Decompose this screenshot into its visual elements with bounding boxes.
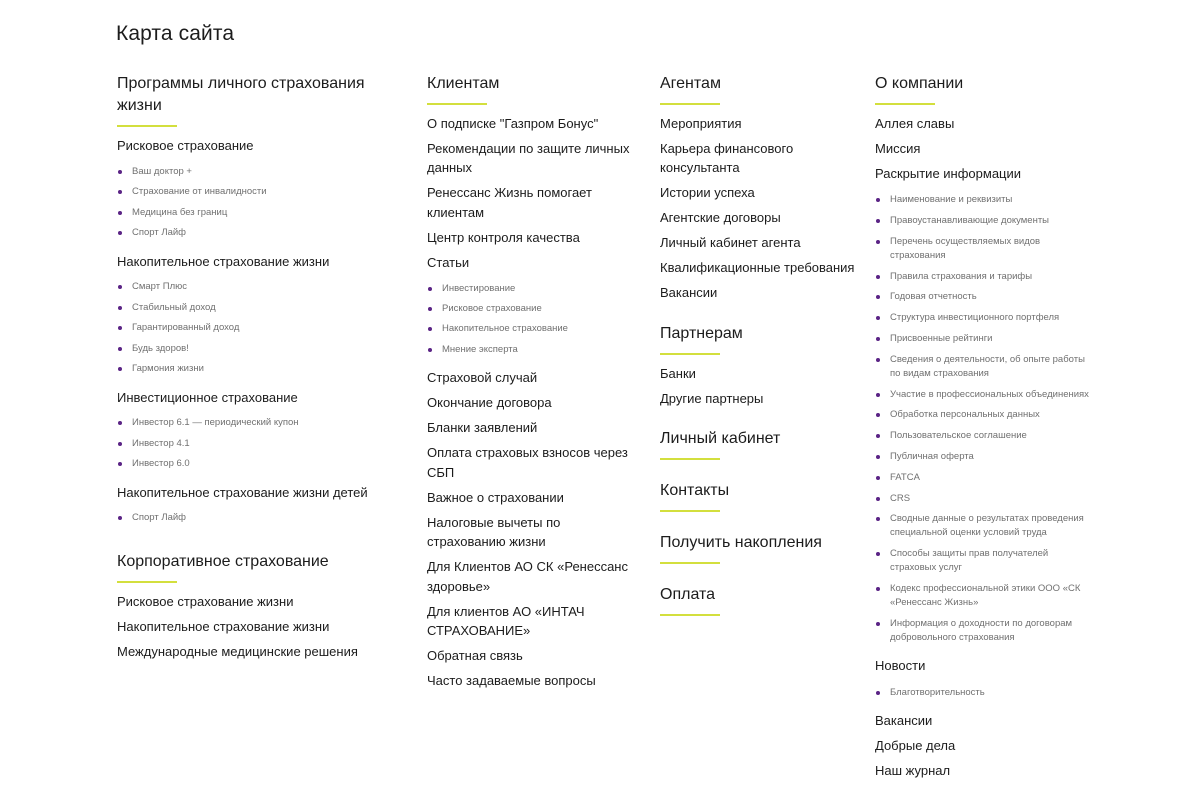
sitemap-link[interactable]: Истории успеха <box>660 185 755 201</box>
bullet-icon <box>876 622 880 626</box>
column-agents <box>660 73 860 636</box>
bullet-icon <box>876 455 880 459</box>
bullet-icon <box>876 198 880 202</box>
sublink-text[interactable]: Гармония жизни <box>132 362 204 374</box>
sitemap-link[interactable]: Рисковое страхование <box>117 138 254 153</box>
sublink-text[interactable]: Правоустанавливающие документы <box>890 215 1050 226</box>
sublink-item[interactable] <box>876 311 1089 325</box>
sublink-text[interactable]: Структура инвестиционного портфеля <box>890 312 1060 324</box>
sitemap-link[interactable]: Другие партнеры <box>660 390 764 406</box>
bullet-icon <box>876 240 880 244</box>
sitemap-link[interactable]: Добрые дела <box>875 738 956 754</box>
sublink-item[interactable] <box>876 429 1089 443</box>
sublink-text[interactable]: Кодекс профессиональной этики ООО «СК «Ренессанс Жизнь» <box>890 582 1081 608</box>
bullet-icon <box>118 326 122 330</box>
sublink-item[interactable] <box>118 185 409 199</box>
bullet-icon <box>876 552 880 556</box>
sublink-text[interactable]: Информация о доходности по договорам добровольного страхования <box>890 617 1073 643</box>
sublink-item[interactable] <box>118 416 409 430</box>
sitemap-link[interactable]: Окончание договора <box>427 395 552 411</box>
bullet-icon <box>876 393 880 397</box>
sublink-text[interactable]: FATCA <box>890 471 920 483</box>
bullet-icon <box>118 190 122 194</box>
sitemap-link[interactable]: Квалификационные требования <box>660 260 855 276</box>
sublink-text[interactable]: Смарт Плюс <box>132 281 187 293</box>
sitemap-link[interactable]: Для Клиентов АО СК «Ренессанс здоровье» <box>427 559 628 594</box>
sublink-item[interactable] <box>876 235 1089 263</box>
bullet-icon <box>118 285 122 289</box>
sitemap-link[interactable]: Часто задаваемые вопросы <box>427 673 596 688</box>
bullet-icon <box>118 462 122 466</box>
sublink-item[interactable] <box>118 362 409 376</box>
sitemap-link[interactable]: Налоговые вычеты по страхованию жизни <box>427 514 561 550</box>
sitemap-section <box>660 584 860 616</box>
sublink-text[interactable]: Будь здоров! <box>132 342 189 354</box>
section-heading-link[interactable]: Получить накопления <box>660 532 860 564</box>
bullet-icon <box>428 287 432 291</box>
sublink-text[interactable]: Медицина без границ <box>132 206 228 218</box>
sitemap-section <box>660 532 860 564</box>
sublink-text[interactable]: Инвестор 6.1 — периодический купон <box>132 417 299 429</box>
sitemap-link[interactable]: Страховой случай <box>427 370 538 386</box>
sublink-text[interactable]: Спорт Лайф <box>132 226 186 238</box>
bullet-icon <box>876 219 880 223</box>
bullet-icon <box>876 517 880 521</box>
sublink-text[interactable]: Публичная оферта <box>890 450 974 462</box>
column-clients <box>427 73 639 710</box>
sitemap-section <box>427 73 639 690</box>
section-heading-link[interactable]: Контакты <box>660 480 860 512</box>
section-heading-link[interactable]: Оплата <box>660 584 860 616</box>
sublink-item[interactable] <box>876 617 1089 645</box>
sublink-text[interactable]: Инвестор 4.1 <box>132 437 190 449</box>
bullet-icon <box>118 170 122 174</box>
column-personal-insurance <box>117 73 409 682</box>
sublink-item[interactable] <box>428 322 639 336</box>
sitemap-section <box>660 73 860 303</box>
sitemap-link[interactable]: Статьи <box>427 254 470 270</box>
sitemap-link[interactable]: Накопительное страхование жизни <box>117 253 330 269</box>
sublink-item[interactable] <box>428 343 639 357</box>
sublink-item[interactable] <box>876 408 1089 422</box>
bullet-icon <box>876 295 880 299</box>
sublink-item[interactable] <box>876 547 1089 575</box>
sitemap-section <box>660 480 860 512</box>
sublink-text[interactable]: Способы защиты прав получателей страховых услуг <box>890 548 1049 574</box>
sublink-item[interactable] <box>876 471 1089 485</box>
sublink-text[interactable]: Сведения о деятельности, об опыте работы по видам страхования <box>890 353 1085 379</box>
sublink-text[interactable]: Страхование от инвалидности <box>132 186 267 198</box>
bullet-icon <box>428 348 432 352</box>
bullet-icon <box>876 691 880 695</box>
sublink-list <box>427 272 639 363</box>
sitemap-section <box>117 551 409 661</box>
sublink-list <box>875 676 1089 706</box>
bullet-icon <box>428 327 432 331</box>
sitemap-link[interactable]: Рекомендации по защите личных данных <box>427 141 630 176</box>
sublink-item[interactable] <box>428 282 639 296</box>
sublink-text[interactable]: Правила страхования и тарифы <box>890 270 1033 282</box>
sublink-text[interactable]: Мнение эксперта <box>442 343 518 355</box>
sitemap-link[interactable]: Агентские договоры <box>660 210 781 226</box>
sitemap-section <box>660 428 860 460</box>
sitemap-link[interactable]: Бланки заявлений <box>427 420 538 436</box>
sitemap-section <box>117 73 409 531</box>
sublink-list <box>117 502 409 531</box>
sublink-text[interactable]: Рисковое страхование <box>442 303 542 314</box>
sitemap-link[interactable]: Вакансии <box>660 285 718 301</box>
sitemap-link[interactable]: Оплата страховых взносов через СБП <box>427 445 628 480</box>
sitemap-link[interactable]: Инвестиционное страхование <box>117 389 298 405</box>
sitemap-link[interactable]: Личный кабинет агента <box>660 235 801 251</box>
sublink-text[interactable]: Инвестор 6.0 <box>132 458 190 470</box>
sitemap-link[interactable]: Карьера финансового консультанта <box>660 141 794 176</box>
bullet-icon <box>118 231 122 235</box>
sublink-text[interactable]: Благотворительность <box>890 686 985 698</box>
section-heading-link[interactable]: О компании <box>875 73 1089 105</box>
bullet-icon <box>118 347 122 351</box>
bullet-icon <box>428 307 432 311</box>
page-title: Карта сайта <box>116 22 235 45</box>
sitemap-link[interactable]: Рисковое страхование жизни <box>117 594 294 610</box>
sublink-text[interactable]: Гарантированный доход <box>132 322 240 334</box>
sitemap-link[interactable]: Раскрытие информации <box>875 166 1022 181</box>
sitemap-link[interactable]: Вакансии <box>875 713 933 729</box>
sublink-item[interactable] <box>118 226 409 240</box>
bullet-icon <box>118 367 122 371</box>
sublink-item[interactable] <box>876 290 1089 304</box>
sublink-item[interactable] <box>118 206 409 220</box>
sublink-text[interactable]: Пользовательское соглашение <box>890 430 1027 442</box>
sublink-item[interactable] <box>118 342 409 356</box>
sublink-item[interactable] <box>876 353 1089 381</box>
sublink-item[interactable] <box>876 270 1089 284</box>
sublink-item[interactable] <box>118 511 409 525</box>
sublink-text[interactable]: Спорт Лайф <box>132 512 186 524</box>
sublink-item[interactable] <box>876 450 1089 464</box>
section-heading-link[interactable]: Агентам <box>660 73 860 105</box>
sitemap-section <box>875 73 1089 781</box>
sitemap-link[interactable]: Накопительное страхование жизни <box>117 619 330 635</box>
sublink-item[interactable] <box>876 512 1089 540</box>
sublink-text[interactable]: Накопительное страхование <box>442 323 568 335</box>
sitemap-link[interactable]: Важное о страховании <box>427 489 564 505</box>
sitemap-link[interactable]: Ренессанс Жизнь помогает клиентам <box>427 185 592 220</box>
sitemap-link[interactable]: Наш журнал <box>875 763 951 779</box>
sublink-text[interactable]: Сводные данные о результатах проведения специальной оценки условий труда <box>890 513 1084 539</box>
bullet-icon <box>118 211 122 215</box>
bullet-icon <box>876 275 880 279</box>
sitemap-link[interactable]: Аллея славы <box>875 116 955 131</box>
sublink-text[interactable]: Ваш доктор + <box>132 165 192 177</box>
sublink-item[interactable] <box>876 388 1089 402</box>
section-heading-link[interactable]: Корпоративное страхование <box>117 551 409 583</box>
sublink-list <box>117 407 409 477</box>
sublink-text[interactable]: Присвоенные рейтинги <box>890 332 993 344</box>
sitemap-link[interactable]: Обратная связь <box>427 648 523 663</box>
sublink-item[interactable] <box>118 321 409 335</box>
bullet-icon <box>876 476 880 480</box>
sublink-item[interactable] <box>118 437 409 451</box>
section-heading-link[interactable]: Личный кабинет <box>660 428 860 460</box>
sublink-item[interactable] <box>118 457 409 471</box>
bullet-icon <box>118 442 122 446</box>
sublink-item[interactable] <box>876 332 1089 346</box>
sitemap-link[interactable]: Новости <box>875 658 926 674</box>
bullet-icon <box>876 316 880 320</box>
sublink-list <box>117 271 409 382</box>
sitemap-link[interactable]: Центр контроля качества <box>427 229 580 245</box>
sitemap-link[interactable]: Международные медицинские решения <box>117 644 358 660</box>
sublink-item[interactable] <box>118 301 409 315</box>
sublink-text[interactable]: Наименование и реквизиты <box>890 194 1013 206</box>
sublink-item[interactable] <box>428 302 639 316</box>
bullet-icon <box>876 358 880 362</box>
sublink-list <box>117 155 409 246</box>
sitemap-link[interactable]: Накопительное страхование жизни детей <box>117 484 368 500</box>
bullet-icon <box>876 587 880 591</box>
section-heading-link[interactable]: Клиентам <box>427 73 639 105</box>
column-company <box>875 73 1089 801</box>
sitemap-section <box>660 323 860 408</box>
sitemap-link[interactable]: О подписке "Газпром Бонус" <box>427 116 599 131</box>
sublink-item[interactable] <box>118 280 409 294</box>
bullet-icon <box>876 497 880 501</box>
sublink-item[interactable] <box>876 492 1089 506</box>
section-heading-link[interactable]: Партнерам <box>660 323 860 355</box>
sublink-list <box>875 183 1089 650</box>
sublink-text[interactable]: Стабильный доход <box>132 301 216 313</box>
sitemap-link[interactable]: Мероприятия <box>660 116 742 131</box>
sitemap-link[interactable]: Миссия <box>875 141 921 156</box>
sublink-item[interactable] <box>876 193 1089 207</box>
bullet-icon <box>118 306 122 310</box>
sitemap-link[interactable]: Для клиентов АО «ИНТАЧ СТРАХОВАНИЕ» <box>427 603 585 638</box>
sublink-item[interactable] <box>118 165 409 179</box>
bullet-icon <box>118 421 122 425</box>
bullet-icon <box>876 434 880 438</box>
sublink-item[interactable] <box>876 686 1089 700</box>
sublink-text[interactable]: Инвестирование <box>442 282 516 294</box>
sublink-text[interactable]: Участие в профессиональных объединениях <box>890 388 1089 400</box>
bullet-icon <box>876 413 880 417</box>
sublink-item[interactable] <box>876 214 1089 228</box>
section-heading-link[interactable]: Программы личного страхования жизни <box>117 73 409 127</box>
sublink-text[interactable]: Перечень осуществляемых видов страхования <box>890 235 1041 261</box>
sublink-item[interactable] <box>876 582 1089 610</box>
bullet-icon <box>118 516 122 520</box>
sublink-text[interactable]: Обработка персональных данных <box>890 409 1040 421</box>
sublink-text[interactable]: Годовая отчетность <box>890 291 977 303</box>
sitemap-link[interactable]: Банки <box>660 365 696 381</box>
sublink-text[interactable]: CRS <box>890 492 911 504</box>
bullet-icon <box>876 337 880 341</box>
